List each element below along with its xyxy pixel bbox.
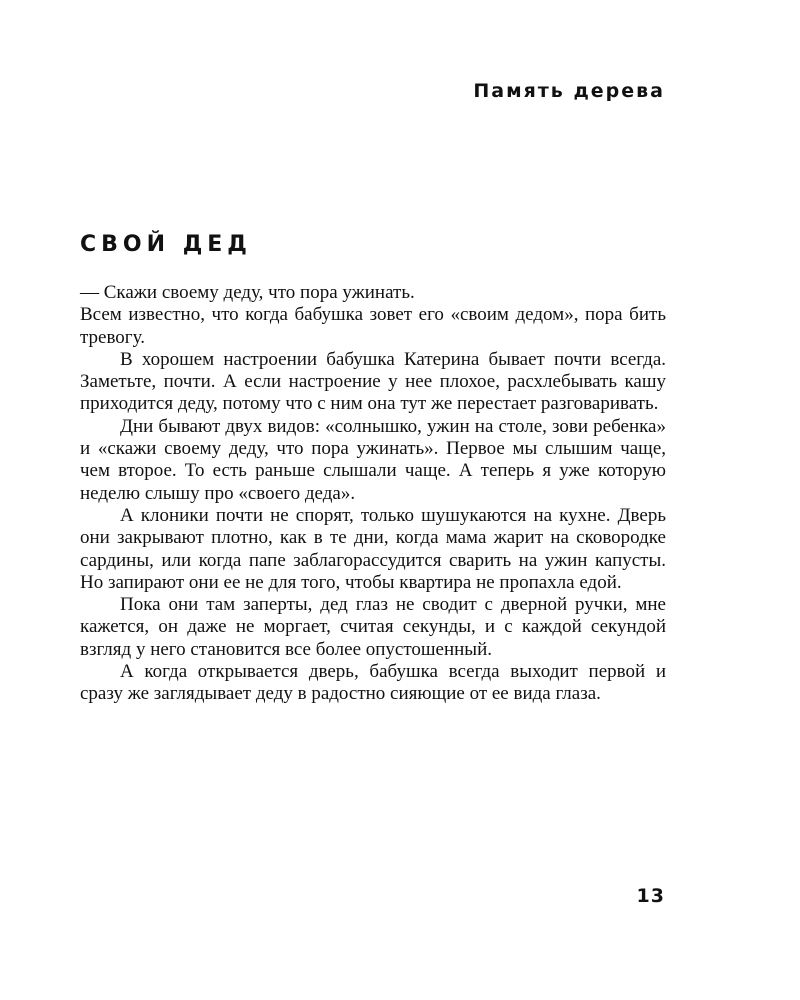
paragraph-5: А клоники почти не спорят, только шушукаются на кухне. Дверь они закрывают плотно, как в те дни, когда мама жарит на сковородке сардины, или когда папе заблагорассудится сварить на ужин капусты. Но запирают они ее не для того, чтобы квартира не пропахла едой. xyxy=(80,504,666,593)
paragraph-6: Пока они там заперты, дед глаз не сводит с дверной ручки, мне кажется, он даже не моргает, считая секунды, и с каждой секундой взгляд у него становится все более опустошенный. xyxy=(80,594,666,660)
chapter-title: СВОЙ ДЕД xyxy=(80,232,252,257)
paragraph-4: Дни бывают двух видов: «солнышко, ужин на столе, зови ребенка» и «скажи своему деду, что пора ужинать». Первое мы слышим чаще, чем второе. То есть раньше слышали чаще. А теперь я уже которую неделю слышу про «своего деда». xyxy=(80,415,666,504)
paragraph-2: Всем известно, что когда бабушка зовет его «своим дедом», пора бить тревогу. xyxy=(80,304,666,348)
paragraph-7: А когда открывается дверь, бабушка всегда выходит первой и сразу же заглядывает деду в радостно сияющие от ее вида глаза. xyxy=(80,661,666,705)
page-number: 13 xyxy=(636,885,665,907)
paragraph-1: — Скажи своему деду, что пора ужинать. xyxy=(80,282,415,303)
body-text xyxy=(80,282,666,706)
running-head: Память дерева xyxy=(473,80,665,102)
paragraph-3: В хорошем настроении бабушка Катерина бывает почти всегда. Заметьте, почти. А если настроение у нее плохое, расхлебывать кашу приходится деду, потому что с ним она тут же перестает разговаривать. xyxy=(80,348,666,415)
